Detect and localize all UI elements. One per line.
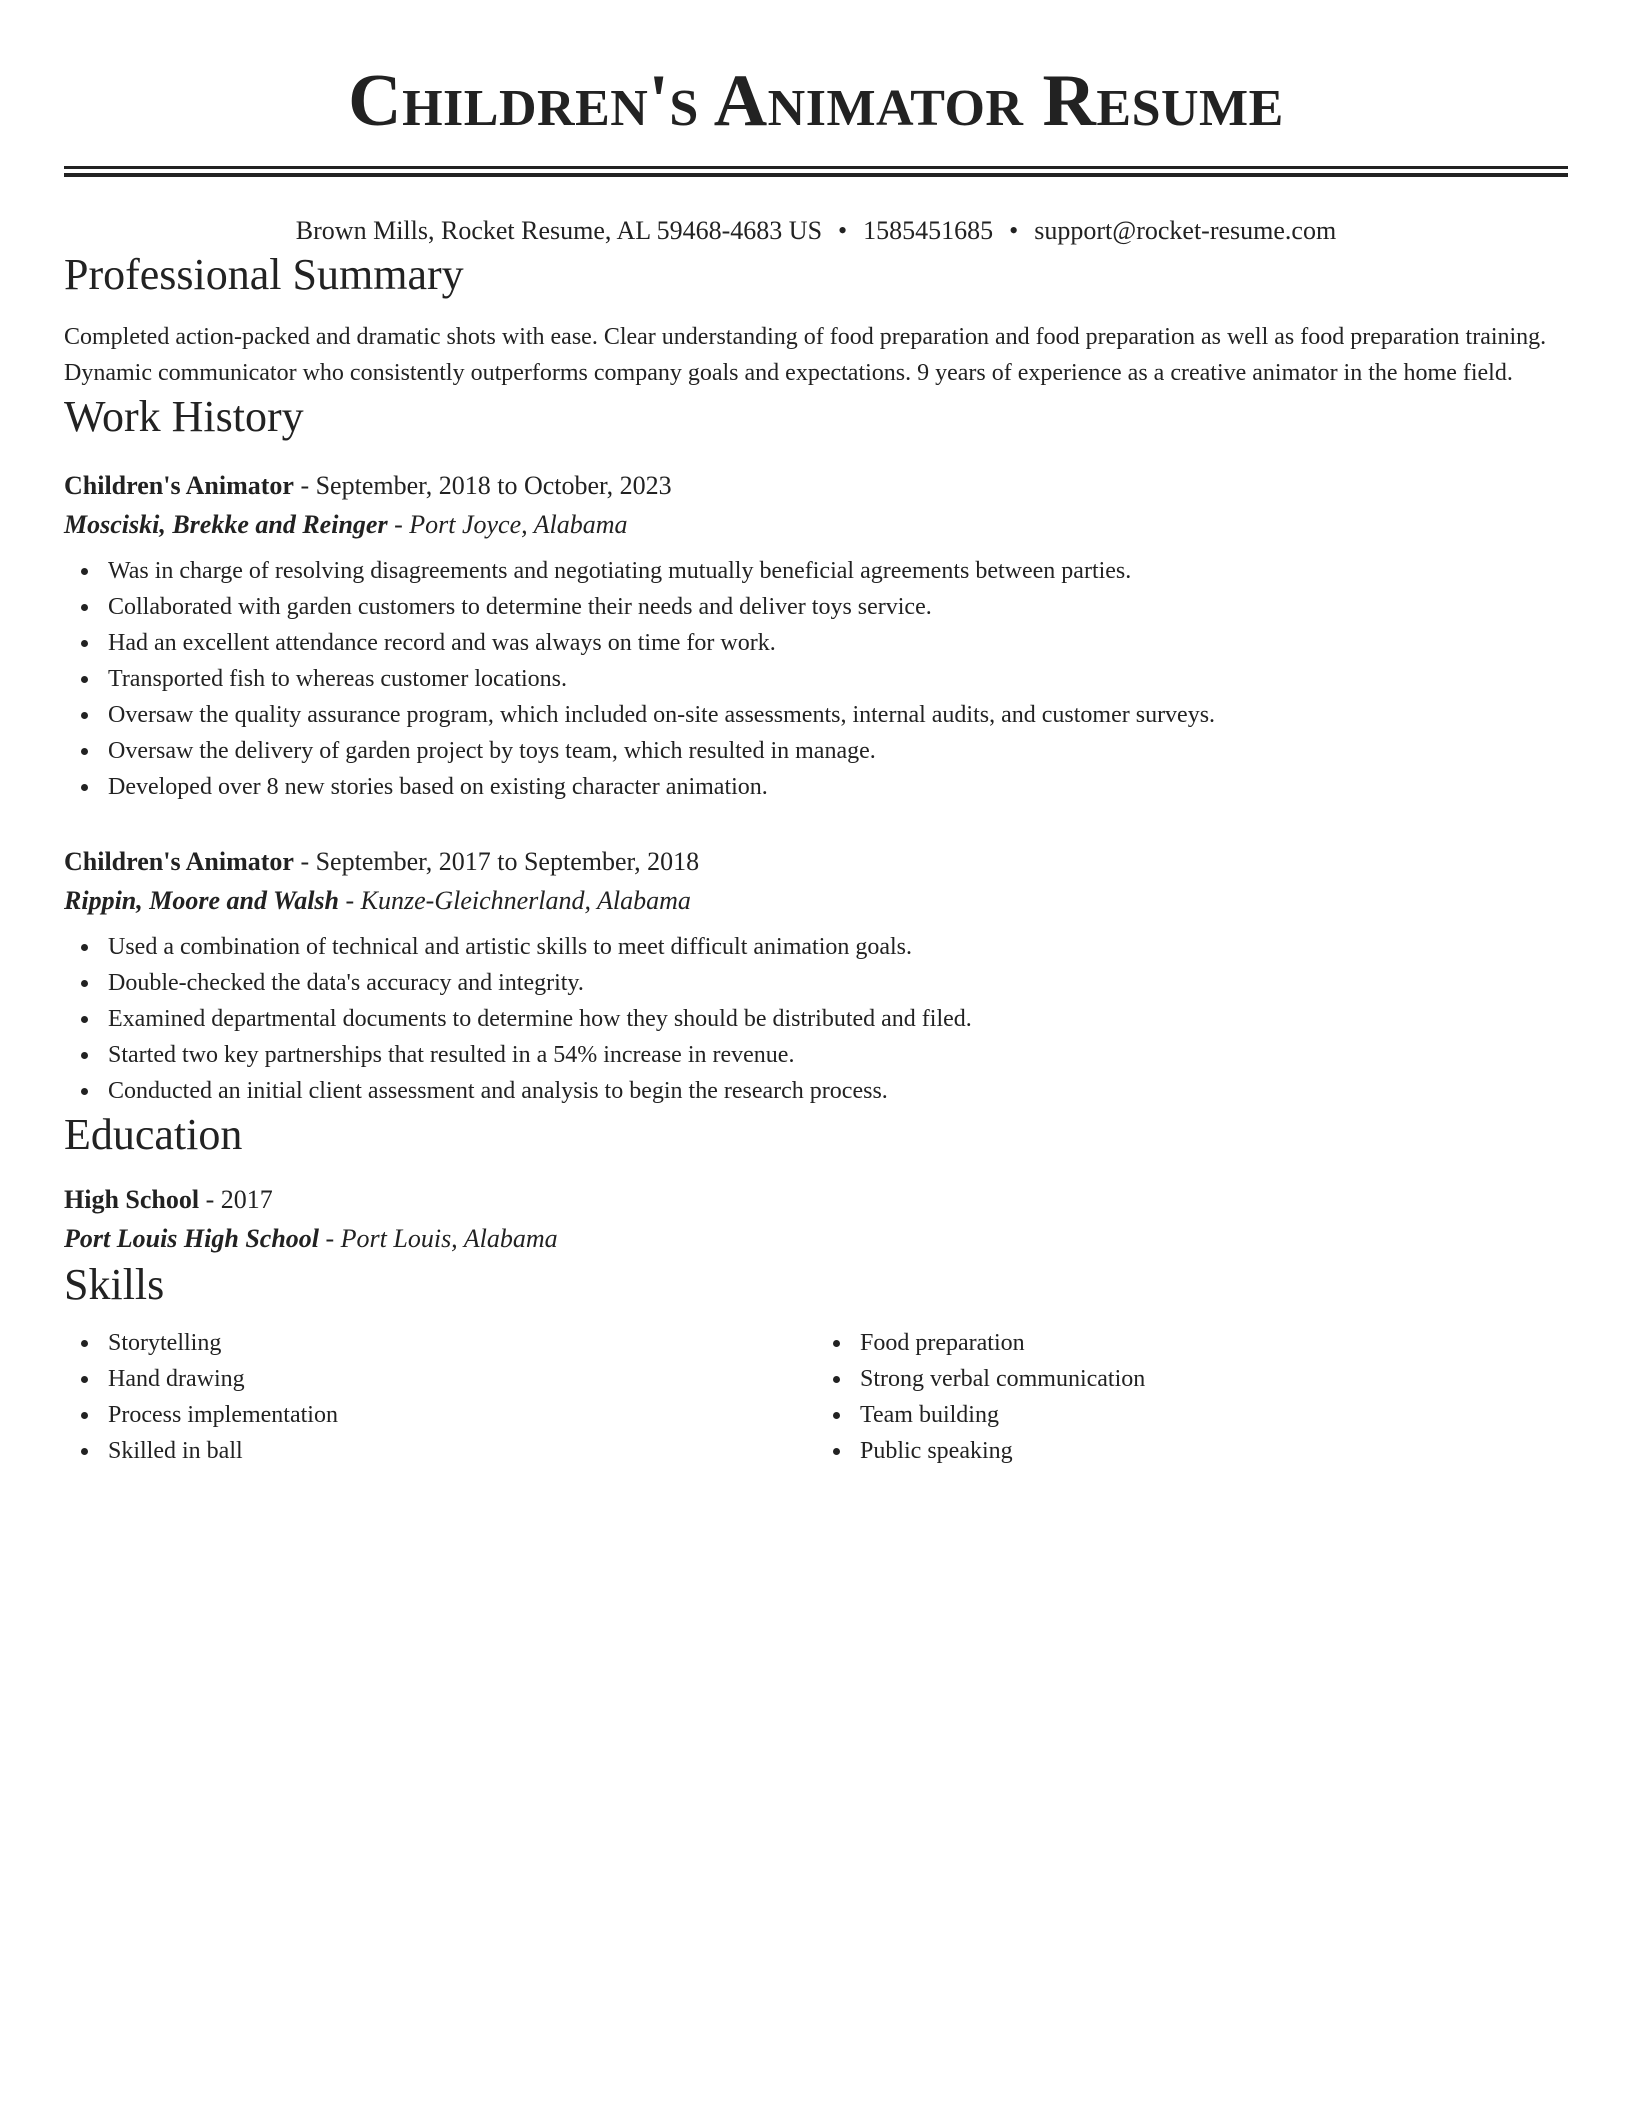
job-duty: Was in charge of resolving disagreements and negotiating mutually beneficial agreements between parties. xyxy=(108,553,1568,589)
skill-item: Team building xyxy=(860,1397,1568,1433)
job-duty: Examined departmental documents to determine how they should be distributed and filed. xyxy=(108,1001,1568,1037)
job-duty: Oversaw the quality assurance program, which included on-site assessments, internal audits, and customer surveys. xyxy=(108,697,1568,733)
skill-item: Strong verbal communication xyxy=(860,1361,1568,1397)
job-duty: Oversaw the delivery of garden project by toys team, which resulted in manage. xyxy=(108,733,1568,769)
job-company: Mosciski, Brekke and Reinger xyxy=(64,510,388,539)
job-location: - Kunze-Gleichnerland, Alabama xyxy=(339,886,691,915)
job-title-line xyxy=(64,467,1568,505)
job-duty: Transported fish to whereas customer locations. xyxy=(108,661,1568,697)
job-title: Children's Animator xyxy=(64,847,294,876)
job-duties-list xyxy=(64,929,1568,1109)
job-duty: Collaborated with garden customers to determine their needs and deliver toys service. xyxy=(108,589,1568,625)
education-heading: Education xyxy=(64,1110,243,1159)
skill-item: Process implementation xyxy=(108,1397,816,1433)
work-history-heading: Work History xyxy=(64,392,304,441)
education-degree: High School xyxy=(64,1185,200,1214)
education-degree-line xyxy=(64,1181,1568,1219)
job-duty: Conducted an initial client assessment and analysis to begin the research process. xyxy=(108,1073,1568,1109)
job-company: Rippin, Moore and Walsh xyxy=(64,886,340,915)
resume-title: Children's Animator Resume xyxy=(348,60,1284,142)
summary-text: Completed action-packed and dramatic shots with ease. Clear understanding of food preparation and food preparation as well as food preparation training. Dynamic communicator who consistently outperforms company goals and expectations. 9 years of experience as a creative animator in the home field. xyxy=(64,324,1547,386)
skill-item: Storytelling xyxy=(108,1325,816,1361)
job-duty: Had an excellent attendance record and was always on time for work. xyxy=(108,625,1568,661)
skill-item: Public speaking xyxy=(860,1433,1568,1469)
education-school: Port Louis High School xyxy=(64,1224,319,1253)
job-dates: - September, 2018 to October, 2023 xyxy=(293,471,672,500)
education-location: - Port Louis, Alabama xyxy=(319,1224,558,1253)
title-double-rule xyxy=(64,166,1568,177)
job-entry xyxy=(64,843,1568,1109)
contact-separator: • xyxy=(1009,216,1019,245)
job-title-line xyxy=(64,843,1568,881)
job-location: - Port Joyce, Alabama xyxy=(387,510,628,539)
skills-list-right xyxy=(816,1325,1568,1469)
education-school-line xyxy=(64,1219,1568,1259)
education-entry xyxy=(64,1181,1568,1259)
job-entry xyxy=(64,467,1568,805)
job-duty: Double-checked the data's accuracy and integrity. xyxy=(108,965,1568,1001)
skill-item: Food preparation xyxy=(860,1325,1568,1361)
skills-columns xyxy=(64,1325,1568,1469)
job-title: Children's Animator xyxy=(64,471,294,500)
contact-address: Brown Mills, Rocket Resume, AL 59468-4683 US xyxy=(295,216,823,245)
education-year: - 2017 xyxy=(199,1185,273,1214)
skill-item: Skilled in ball xyxy=(108,1433,816,1469)
summary-heading: Professional Summary xyxy=(64,250,464,299)
job-company-line xyxy=(64,881,1568,921)
resume-page xyxy=(64,0,1568,1469)
skill-item: Hand drawing xyxy=(108,1361,816,1397)
job-dates: - September, 2017 to September, 2018 xyxy=(293,847,700,876)
skills-heading: Skills xyxy=(64,1260,165,1309)
job-duties-list xyxy=(64,553,1568,805)
contact-line xyxy=(64,213,1568,249)
contact-phone: 1585451685 xyxy=(863,216,994,245)
job-duty: Started two key partnerships that resulted in a 54% increase in revenue. xyxy=(108,1037,1568,1073)
job-duty: Developed over 8 new stories based on existing character animation. xyxy=(108,769,1568,805)
skills-list-left xyxy=(64,1325,816,1469)
job-duty: Used a combination of technical and artistic skills to meet difficult animation goals. xyxy=(108,929,1568,965)
contact-email: support@rocket-resume.com xyxy=(1034,216,1337,245)
contact-separator: • xyxy=(838,216,848,245)
job-company-line xyxy=(64,505,1568,545)
